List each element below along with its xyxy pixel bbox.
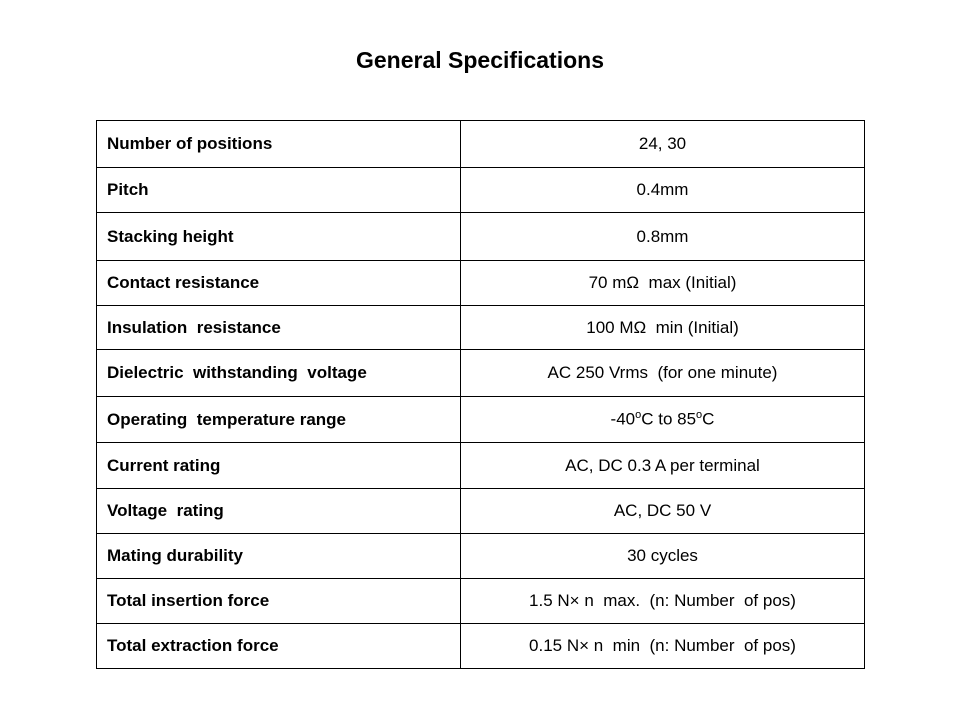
- spec-value: [461, 397, 865, 443]
- spec-value: AC, DC 50 V: [461, 489, 865, 534]
- spec-value: AC, DC 0.3 A per terminal: [461, 443, 865, 489]
- spec-value: 0.15 N× n min (n: Number of pos): [461, 624, 865, 669]
- table-row: [97, 534, 865, 579]
- spec-label: Total extraction force: [97, 624, 461, 669]
- page-title: General Specifications: [356, 47, 604, 73]
- spec-label: Number of positions: [97, 121, 461, 168]
- spec-value: 0.8mm: [461, 213, 865, 261]
- table-row: [97, 397, 865, 443]
- degree-mark: o: [635, 409, 642, 422]
- table-row: [97, 121, 865, 168]
- table-row: [97, 261, 865, 306]
- spec-value: 0.4mm: [461, 168, 865, 213]
- table-row: [97, 579, 865, 624]
- table-row: [97, 168, 865, 213]
- spec-value: 24, 30: [461, 121, 865, 168]
- spec-value: AC 250 Vrms (for one minute): [461, 350, 865, 397]
- spec-label: Total insertion force: [97, 579, 461, 624]
- table-row: [97, 489, 865, 534]
- table-row: [97, 443, 865, 489]
- spec-label: Contact resistance: [97, 261, 461, 306]
- specifications-table: [96, 120, 865, 669]
- spec-label: Operating temperature range: [97, 397, 461, 443]
- table-row: [97, 624, 865, 669]
- degree-mark: o: [696, 409, 703, 422]
- spec-label: Stacking height: [97, 213, 461, 261]
- spec-label: Pitch: [97, 168, 461, 213]
- temp-unit: C: [702, 409, 715, 429]
- spec-label: Insulation resistance: [97, 306, 461, 350]
- spec-label: Dielectric withstanding voltage: [97, 350, 461, 397]
- spec-label: Mating durability: [97, 534, 461, 579]
- spec-label: Current rating: [97, 443, 461, 489]
- spec-value: 70 mΩ max (Initial): [461, 261, 865, 306]
- spec-label: Voltage rating: [97, 489, 461, 534]
- table-row: [97, 350, 865, 397]
- spec-value: 30 cycles: [461, 534, 865, 579]
- temp-min: -40: [610, 409, 636, 429]
- temp-max: C to 85: [641, 409, 697, 429]
- spec-value: 1.5 N× n max. (n: Number of pos): [461, 579, 865, 624]
- spec-value: 100 MΩ min (Initial): [461, 306, 865, 350]
- table-row: [97, 213, 865, 261]
- table-row: [97, 306, 865, 350]
